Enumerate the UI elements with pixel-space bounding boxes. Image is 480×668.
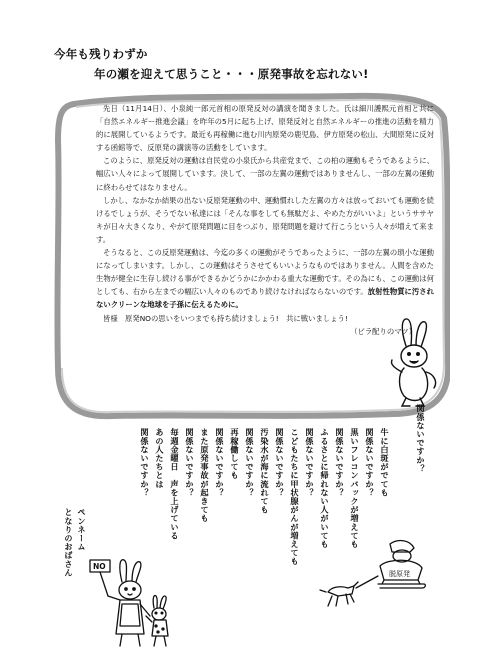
poem-line: 再稼働しても [230,428,240,480]
poem-question: 関係ないですか？ [416,404,426,473]
poem-line: こどもたちに甲状腺がんが増えても [290,428,300,566]
poem-line: 牛に白斑がでても [380,428,390,497]
poem-line: あの人たちとは [155,428,165,489]
poem-line: 関係ないですか？ [305,428,315,497]
no-sign-label: NO [93,562,106,571]
poem-line: 関係ないですか？ [185,428,195,497]
bold-sentence: 放射性物質に汚されないクリーンな地球を子孫に伝えるために。 [96,287,434,310]
pen-name-label: ペンネーム [77,508,87,551]
poem-line: 関係ないですか？ [140,428,150,497]
headline-main: 年の瀬を迎えて思うこと・・・原発事故を忘れない! [94,67,369,81]
poem-line: ふるさとに帰れない人がいても [320,428,330,549]
article-paragraph: このように、原発反対の運動は自民党の小泉氏から共産党まで、この柏の運動もそうであるように、幅広い人々によって展開しています。決して、一部の左翼の運動ではありませんし、一部の左翼の運動に終わらせてはなりません。 [96,156,434,192]
headline-top: 今年も残りわずか [54,47,148,61]
rabbit-illustration [386,316,444,408]
article-paragraph-text: そうなると、この反原発運動は、今迄の多くの運動がそうであったように、一部の左翼の瑣小な運動になってしまいます。しかし、この運動はそうさせてもいいようなものではありません。人間を含めた生物が健全に生存し続ける事ができるかどうかにかかわる重大な運動です。その為にも、この運動は何としても、右から左までの幅広い人々のものであり続けなければならないのです。 [96,248,434,297]
poem-line: 関係ないですか？ [245,428,255,497]
poem-line: 関係ないですか？ [275,428,285,497]
sled-illustration [318,536,428,616]
article-paragraph: しかし、なかなか結果の出ない反原発運動の中、運動慣れした左翼の方々は放っておいても運動を続けるでしょうが、そうでない私達には「そんな事をしても無駄だよ、やめた方がいいよ」というササヤキが日々大きくなり、やがて原発問題に目をつぶり、原発問題を避けて行こうという人々が増えて来ます。 [96,195,434,244]
rabbit-family-illustration [84,556,188,652]
poem-line: 関係ないですか？ [215,428,225,497]
poem-line: 関係ないですか？ [365,428,375,497]
poem-line: 毎週金曜日 声を上げている [170,428,180,540]
poem-line: 汚染水が海に流れても [260,428,270,514]
article-body [96,102,434,338]
poem-line: 関係ないですか？ [335,428,345,497]
poem-line: また原発事故が起きても [200,428,210,523]
article-paragraph [96,246,434,311]
sled-label: 脱原発 [389,570,410,578]
poem-line: 黒いフレコンバックが増えても [350,428,360,549]
article-signature: （ビラ配りのマツ） [350,326,416,336]
article-paragraph: 皆様 原発NOの思いをいつまでも持ち続けましょう! 共に戦いましょう! [102,313,348,323]
article-paragraph: 先日（11月14日）、小泉純一郎元首相の原発反対の講演を聞きました。氏は細川護熙元首相と共に「自然エネルギー推進会議」を昨年の5月に起ち上げ、原発反対と自然エネルギーの推進の活動を精力的に展開しているようです。最近も再稼働に進む川内原発の鹿児島、伊方原発の松山、大間原発に反対する函館等で、反原発の講演等の活動をしています。 [96,104,434,153]
pen-name-value: となりのおばさん [64,508,74,577]
